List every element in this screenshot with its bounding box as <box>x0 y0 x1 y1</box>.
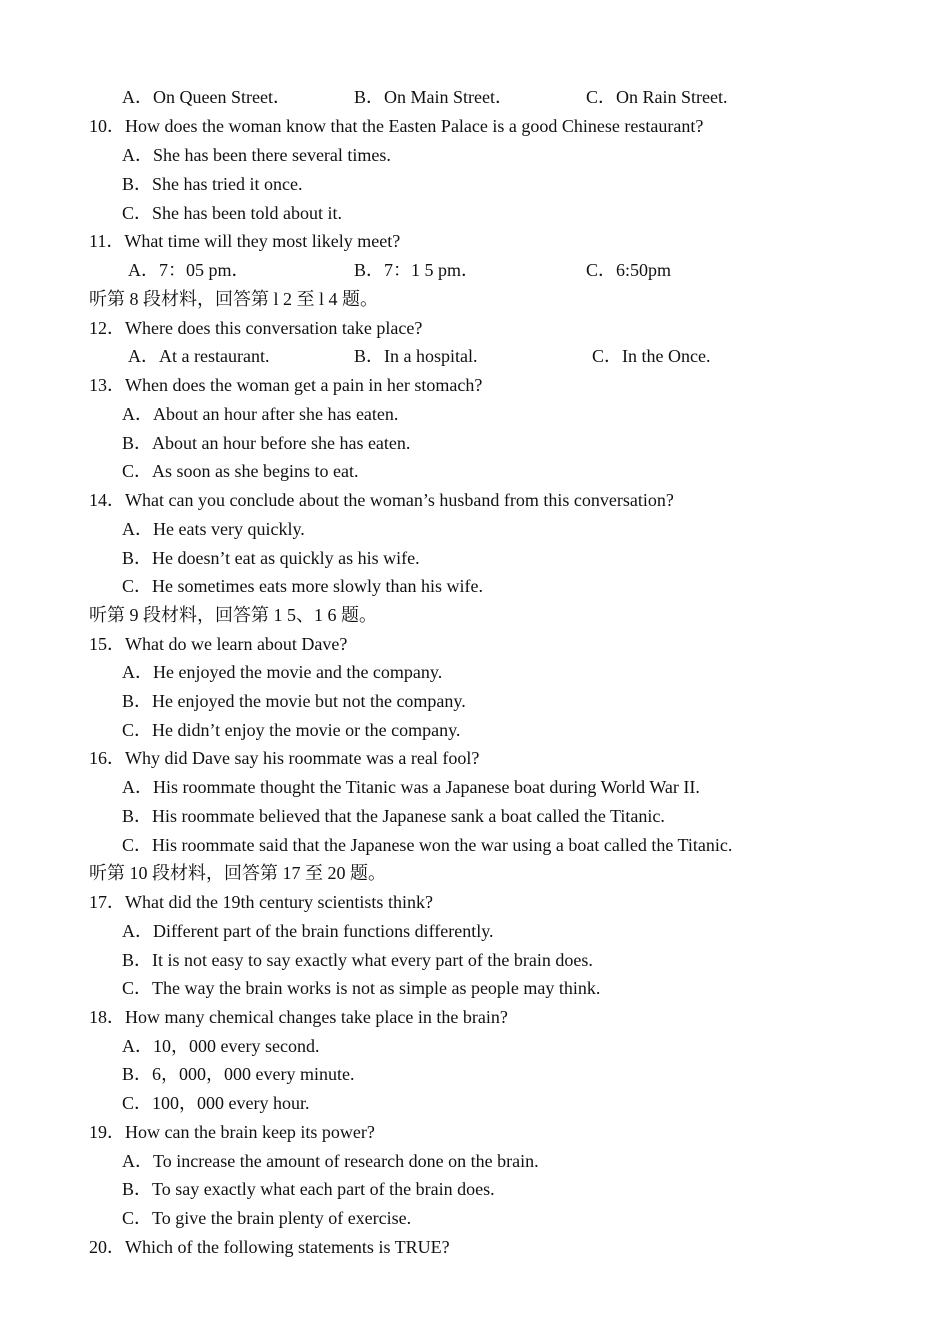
q15-option-b: B．He enjoyed the movie but not the company. <box>122 691 466 711</box>
q14-option-a: A．He eats very quickly. <box>122 519 305 539</box>
question-15-stem: 15．What do we learn about Dave? <box>89 634 348 654</box>
q14-option-c: C．He sometimes eats more slowly than his wife. <box>122 576 483 596</box>
q18-option-c: C．100，000 every hour. <box>122 1093 310 1113</box>
q16-option-b: B．His roommate believed that the Japanese sank a boat called the Titanic. <box>122 806 665 826</box>
q11-option-a: A．7：05 pm． <box>128 260 250 280</box>
q9-option-b: B．On Main Street． <box>354 87 513 107</box>
section-10-instruction: 听第 10 段材料，回答第 17 至 20 题。 <box>89 863 386 883</box>
q19-option-b: B．To say exactly what each part of the brain does. <box>122 1179 495 1199</box>
q10-option-c: C．She has been told about it. <box>122 203 342 223</box>
q17-option-b: B．It is not easy to say exactly what every part of the brain does. <box>122 950 593 970</box>
q11-option-b: B．7：1 5 pm． <box>354 260 480 280</box>
section-8-instruction: 听第 8 段材料，回答第 l 2 至 l 4 题。 <box>89 289 379 309</box>
q16-option-c: C．His roommate said that the Japanese won the war using a boat called the Titanic. <box>122 835 733 855</box>
q15-option-a: A．He enjoyed the movie and the company. <box>122 662 443 682</box>
question-12-stem: 12．Where does this conversation take place? <box>89 318 423 338</box>
question-16-stem: 16．Why did Dave say his roommate was a real fool? <box>89 748 480 768</box>
q13-option-b: B．About an hour before she has eaten. <box>122 433 411 453</box>
q12-option-c: C．In the Once. <box>592 346 711 366</box>
q14-option-b: B．He doesn’t eat as quickly as his wife. <box>122 548 420 568</box>
q18-option-b: B．6，000，000 every minute. <box>122 1064 355 1084</box>
q9-option-c: C．On Rain Street. <box>586 87 728 107</box>
q18-option-a: A．10，000 every second. <box>122 1036 320 1056</box>
q12-option-a: A．At a restaurant. <box>128 346 270 366</box>
q9-option-a: A．On Queen Street． <box>122 87 291 107</box>
q10-option-b: B．She has tried it once. <box>122 174 303 194</box>
q13-option-a: A．About an hour after she has eaten. <box>122 404 399 424</box>
question-10-stem: 10．How does the woman know that the Easten Palace is a good Chinese restaurant? <box>89 116 704 136</box>
question-20-stem: 20．Which of the following statements is TRUE? <box>89 1237 450 1257</box>
q19-option-c: C．To give the brain plenty of exercise. <box>122 1208 412 1228</box>
question-18-stem: 18．How many chemical changes take place in the brain? <box>89 1007 508 1027</box>
q11-option-c: C．6:50pm <box>586 260 672 280</box>
q19-option-a: A．To increase the amount of research done on the brain. <box>122 1151 539 1171</box>
q17-option-c: C．The way the brain works is not as simple as people may think. <box>122 978 601 998</box>
question-14-stem: 14．What can you conclude about the woman’s husband from this conversation? <box>89 490 674 510</box>
question-13-stem: 13．When does the woman get a pain in her stomach? <box>89 375 483 395</box>
q13-option-c: C．As soon as she begins to eat. <box>122 461 359 481</box>
question-11-stem: 11．What time will they most likely meet? <box>89 231 401 251</box>
q10-option-a: A．She has been there several times. <box>122 145 391 165</box>
question-19-stem: 19．How can the brain keep its power? <box>89 1122 375 1142</box>
q17-option-a: A．Different part of the brain functions differently. <box>122 921 494 941</box>
question-17-stem: 17．What did the 19th century scientists think? <box>89 892 433 912</box>
q12-option-b: B．In a hospital. <box>354 346 478 366</box>
section-9-instruction: 听第 9 段材料，回答第 1 5、1 6 题。 <box>89 605 377 625</box>
q16-option-a: A．His roommate thought the Titanic was a Japanese boat during World War II. <box>122 777 700 797</box>
q15-option-c: C．He didn’t enjoy the movie or the company. <box>122 720 461 740</box>
